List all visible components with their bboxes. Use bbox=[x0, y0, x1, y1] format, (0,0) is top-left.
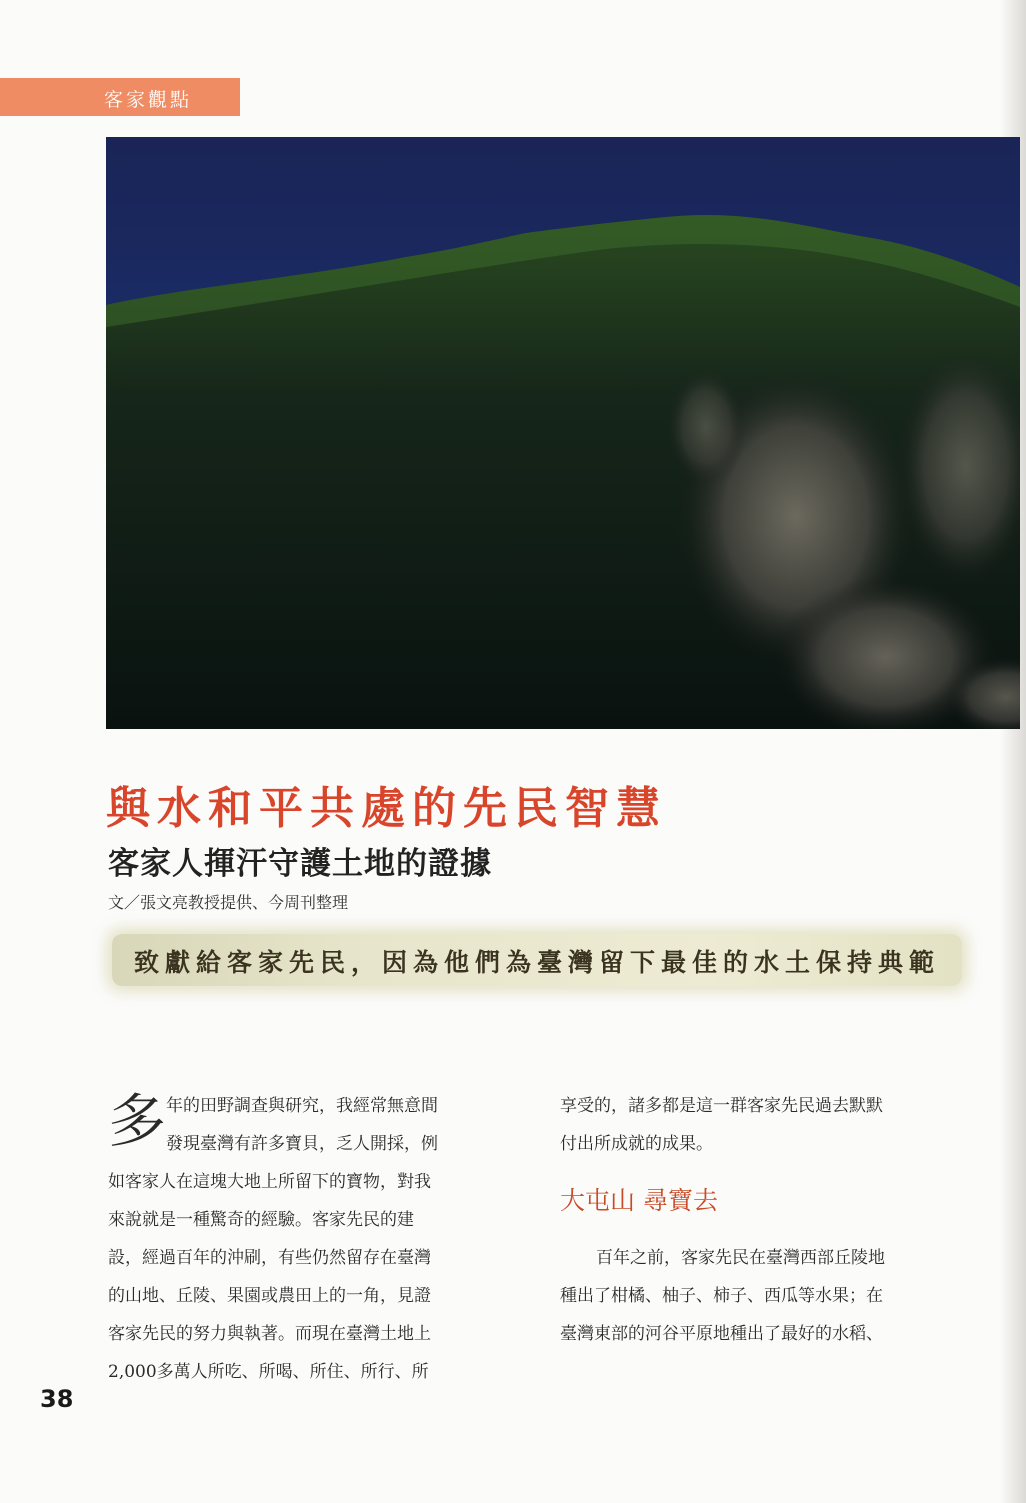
body-line: 臺灣東部的河谷平原地種出了最好的水稻、 bbox=[560, 1324, 883, 1344]
body-line: 發現臺灣有許多寶貝，乏人開採，例 bbox=[166, 1134, 438, 1154]
mountain-cliff-photo bbox=[106, 137, 1020, 729]
body-line: 享受的，諸多都是這一群客家先民過去默默 bbox=[560, 1096, 883, 1116]
section-heading: 大屯山 尋寶去 bbox=[560, 1186, 718, 1215]
body-line: 如客家人在這塊大地上所留下的寶物，對我 bbox=[108, 1172, 431, 1192]
body-line: 種出了柑橘、柚子、柿子、西瓜等水果；在 bbox=[560, 1286, 883, 1306]
body-line: 百年之前，客家先民在臺灣西部丘陵地 bbox=[596, 1248, 885, 1268]
body-line: 付出所成就的成果。 bbox=[560, 1134, 713, 1154]
body-line: 來說就是一種驚奇的經驗。客家先民的建 bbox=[108, 1210, 414, 1230]
body-line: 的山地、丘陵、果園或農田上的一角，見證 bbox=[108, 1286, 431, 1306]
section-label: 客家觀點 bbox=[104, 89, 193, 111]
drop-cap: 多 bbox=[108, 1087, 167, 1155]
article-title: 與水和平共處的先民智慧 bbox=[106, 783, 667, 834]
body-line: 年的田野調查與研究，我經常無意間 bbox=[166, 1096, 438, 1116]
page-number: 38 bbox=[40, 1385, 74, 1413]
left-column bbox=[108, 1087, 504, 1391]
right-column bbox=[560, 1087, 960, 1353]
article-byline: 文／張文亮教授提供、今周刊整理 bbox=[108, 893, 349, 912]
section-tab bbox=[0, 78, 240, 116]
body-line: 客家先民的努力與執著。而現在臺灣土地上 bbox=[108, 1324, 431, 1344]
body-line: 2,000多萬人所吃、所喝、所住、所行、所 bbox=[108, 1362, 429, 1382]
dedication-text: 致獻給客家先民，因為他們為臺灣留下最佳的水土保持典範 bbox=[134, 948, 941, 977]
body-line: 設，經過百年的沖刷，有些仍然留存在臺灣 bbox=[108, 1248, 431, 1268]
dedication-banner bbox=[112, 934, 962, 986]
article-subtitle: 客家人揮汗守護土地的證據 bbox=[108, 846, 492, 882]
